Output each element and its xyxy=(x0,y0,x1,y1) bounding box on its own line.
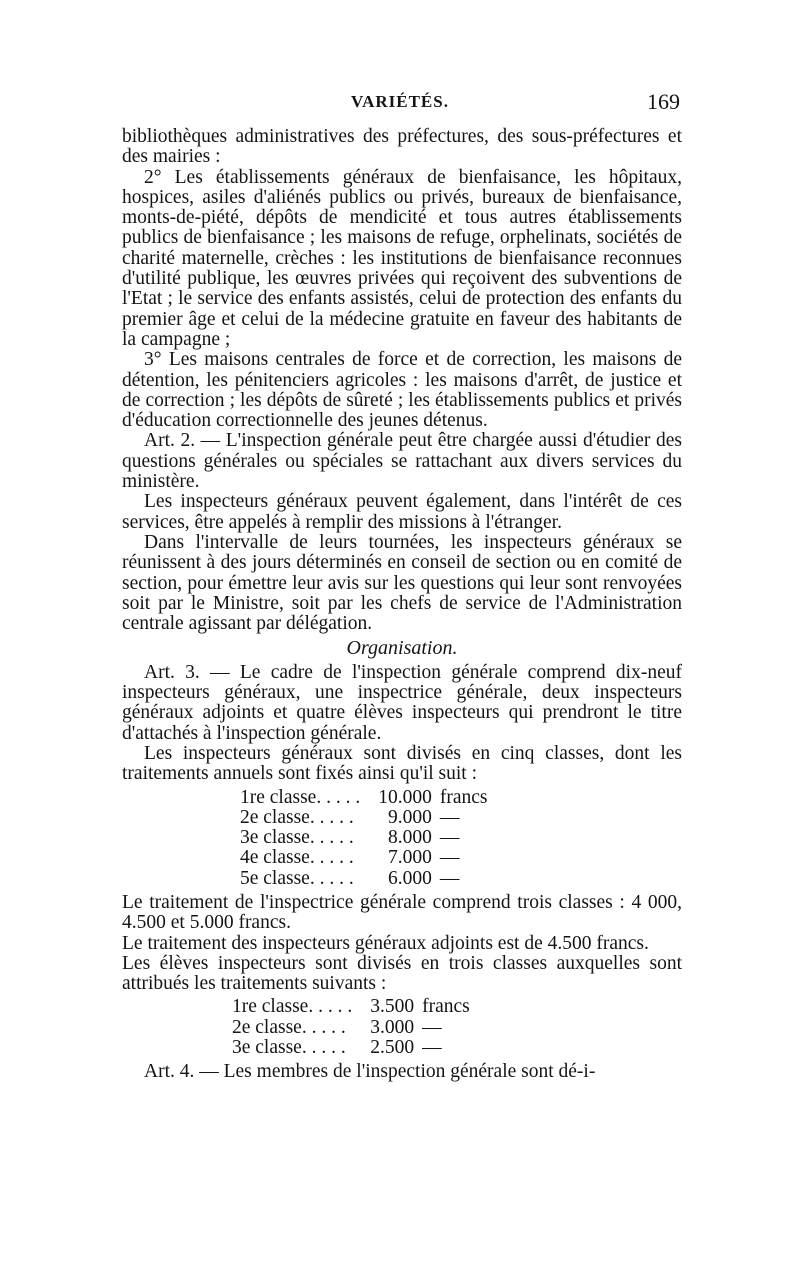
paragraph: bibliothèques administratives des préfectures, des sous-préfectures et des mairies : xyxy=(122,126,682,168)
salary-row xyxy=(232,1038,474,1058)
salary-row xyxy=(232,997,474,1017)
class-label: 4e classe. . . . . xyxy=(240,847,354,869)
class-label: 1re classe. . . . . xyxy=(240,786,361,808)
class-label: 5e classe. . . . . xyxy=(240,867,354,889)
salary-row xyxy=(240,808,491,828)
salary-row xyxy=(232,1018,474,1038)
salary-amount: 3.500 xyxy=(370,996,415,1018)
page-body xyxy=(122,127,682,1083)
paragraph: Art. 3. — Le cadre de l'inspection générale comprend dix-neuf inspecteurs généraux, une inspectrice générale, deux inspecteurs généraux adjoints et quatre élèves inspecteurs qui prendront le titre d'attachés à l'inspection générale. xyxy=(122,661,682,744)
salary-row xyxy=(240,828,491,848)
salary-unit: — xyxy=(439,867,460,889)
salary-unit: — xyxy=(422,1037,442,1059)
paragraph: Le traitement des inspecteurs généraux adjoints est de 4.500 francs. xyxy=(122,932,649,954)
paragraph: Le traitement de l'inspectrice générale comprend trois classes : 4 000, 4.500 et 5.000 francs. xyxy=(122,891,682,934)
paragraph: Art. 2. — L'inspection générale peut être chargée aussi d'étudier des questions générales ou spéciales se rattachant aux divers services du ministère. xyxy=(122,430,682,493)
paragraph: Dans l'intervalle de leurs tournées, les inspecteurs généraux se réunissent à des jours déterminés en conseil de section ou en comité de section, pour émettre leur avis sur les questions qui leur sont renvoyées soit par le Ministre, soit par les chefs de service de l'Administration centrale agissant par délégation. xyxy=(122,531,682,635)
paragraph: Les inspecteurs généraux peuvent également, dans l'intérêt de ces services, être appelés à remplir des missions à l'étranger. xyxy=(122,491,682,533)
salary-amount: 9.000 xyxy=(387,806,432,828)
page-number: 169 xyxy=(647,89,680,114)
salary-row xyxy=(240,848,491,868)
salary-row xyxy=(240,788,491,808)
paragraph: Art. 4. — Les membres de l'inspection générale sont dé-i- xyxy=(144,1061,596,1083)
section-heading: Organisation. xyxy=(346,637,458,660)
running-head: VARIÉTÉS. xyxy=(351,92,449,111)
salary-amount: 3.000 xyxy=(370,1016,415,1038)
salary-table-inspecteurs xyxy=(240,788,491,889)
salary-unit: francs xyxy=(422,996,470,1018)
class-label: 1re classe. . . . . xyxy=(232,996,353,1018)
salary-amount: 2.500 xyxy=(370,1037,415,1059)
salary-table-eleves xyxy=(232,997,474,1058)
page-header xyxy=(120,89,680,116)
salary-amount: 10.000 xyxy=(378,786,432,808)
class-label: 3e classe. . . . . xyxy=(232,1037,346,1059)
salary-unit: — xyxy=(439,806,460,828)
paragraph: Les inspecteurs généraux sont divisés en cinq classes, dont les traitements annuels sont fixés ainsi qu'il suit : xyxy=(122,742,682,785)
salary-unit: — xyxy=(439,827,460,849)
class-label: 2e classe. . . . . xyxy=(232,1016,346,1038)
paragraph: Les élèves inspecteurs sont divisés en trois classes auxquelles sont attribués les traitements suivants : xyxy=(122,952,682,995)
salary-row xyxy=(240,869,491,889)
paragraph: 3° Les maisons centrales de force et de correction, les maisons de détention, les pénitenciers agricoles : les maisons d'arrêt, de justice et de correction ; les dépôts de sûreté ; les établissements publics et privés d'éducation correctionnelle des jeunes détenus. xyxy=(122,349,682,432)
class-label: 2e classe. . . . . xyxy=(240,806,354,828)
salary-amount: 7.000 xyxy=(387,847,432,869)
paragraph: 2° Les établissements généraux de bienfaisance, les hôpitaux, hospices, asiles d'aliénés publics ou privés, bureaux de bienfaisance, monts-de-piété, dépôts de mendicité et tous autres établissements publics de bienfaisance ; les maisons de refuge, orphelinats, sociétés de charité maternelle, crèches : les institutions de bienfaisance reconnues d'utilité publique, les œuvres privées qui reçoivent des subventions de l'Etat ; le service des enfants assistés, celui de protection des enfants du premier âge et celui de la médecine gratuite en faveur des habitants de la campagne ; xyxy=(122,166,682,350)
salary-amount: 6.000 xyxy=(387,867,432,889)
salary-unit: — xyxy=(439,847,460,869)
salary-amount: 8.000 xyxy=(387,827,432,849)
salary-unit: francs xyxy=(439,786,488,808)
salary-unit: — xyxy=(422,1016,442,1038)
class-label: 3e classe. . . . . xyxy=(240,827,354,849)
